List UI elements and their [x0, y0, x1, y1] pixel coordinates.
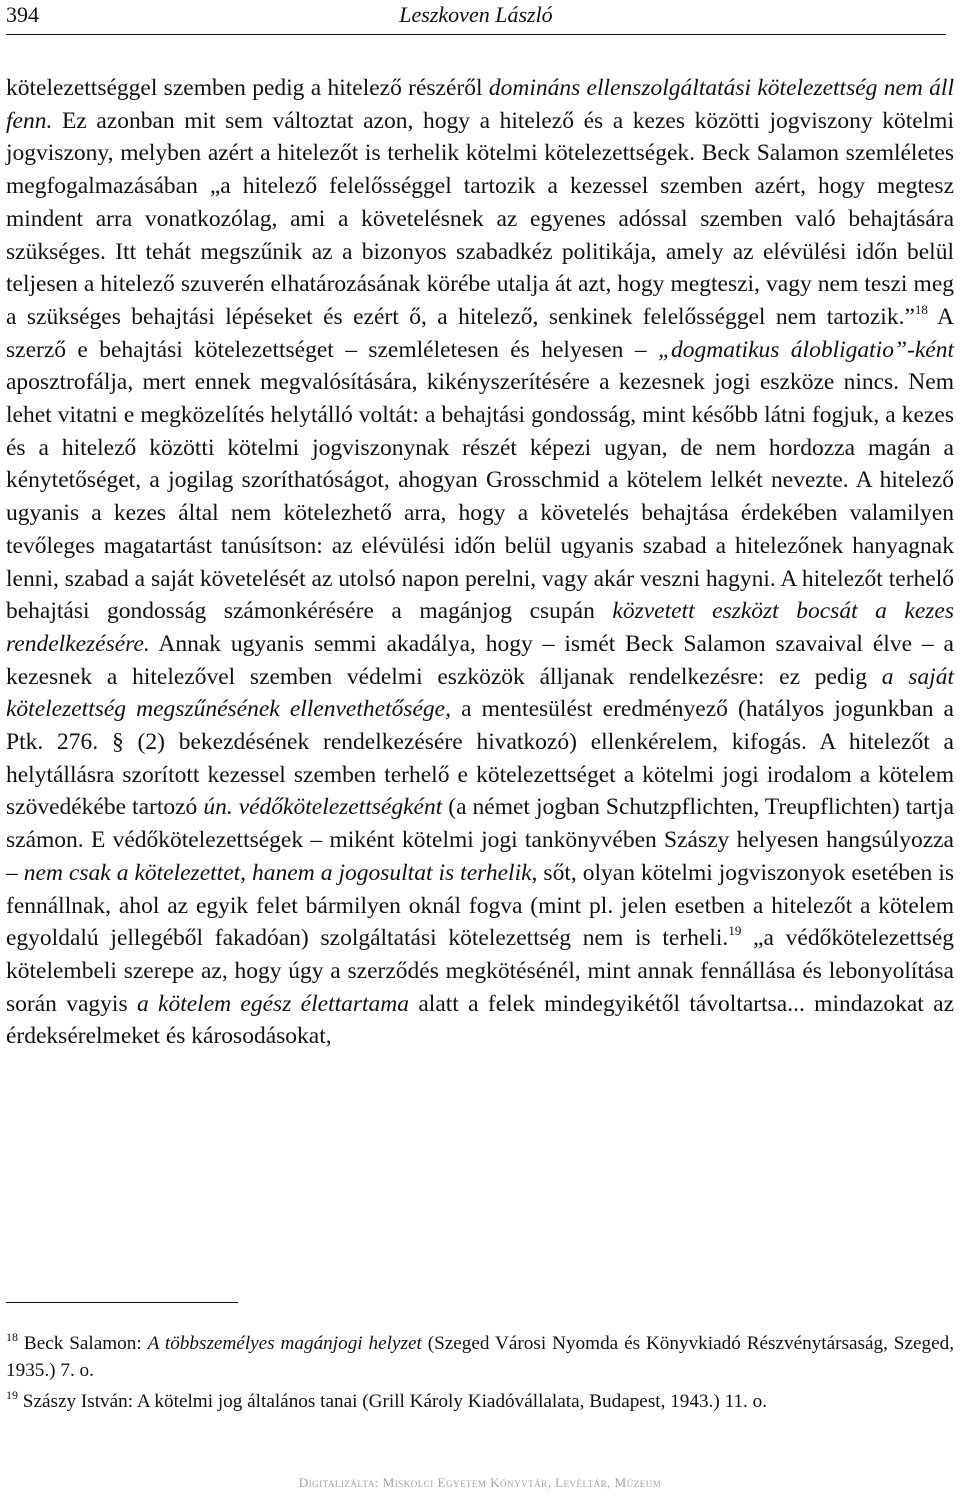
- text-run: „a védőkötelezettség kötelembeli szerepe az, hogy úgy a szerződés megkötésénél, mint annak fennállása és lebonyolítása során vagyis: [6, 925, 954, 1017]
- footnote-number: 19: [6, 1388, 18, 1402]
- text-run: aposztrofálja, mert ennek megvalósítására, kikényszerítésére a kezesnek jogi eszköze nincs. Nem lehet vitatni e megközelítés helytálló voltát: a behajtási gondosság, mint később látni fogjuk, a kezes és a hitelező közötti kötelmi jogviszonynak részét képezi ugyan, de nem hordozza magán a kénytetőséget, a jogilag szoríthatóságot, ahogyan Grosschmid a kötelem lelkét nevezte. A hitelező ugyanis a kezes által nem kötelezhető arra, hogy a követelés behajtása érdekében valamilyen tevőleges magatartást tanúsítson: az elévülési időn belül ugyanis szabad a hitelezőnek hanyagnak lenni, szabad a saját követelését az utolsó napon perelni, vagy akár veszni hagyni. A hitelezőt terhelő behajtási gondosság számonkérésére a magánjog csupán: [6, 369, 954, 625]
- text-run: alatt a felek mindegyikétől távoltartsa... mindazokat az érdeksérelmeket és károsodásokat,: [6, 990, 954, 1050]
- footnote-18: [6, 1330, 954, 1384]
- running-head: Leszkoven László: [399, 2, 553, 27]
- text-run: Ez azonban mit sem változtat azon, hogy a hitelező és a kezes közötti jogviszony kötelmi jogviszony, melyben azért a hitelezőt is terhelik kötelmi kötelezettségek. Beck Salamon szemléletes megfogalmazásában „a hitelező felelősséggel tartozik a kezessel szemben azért, hogy megtesz mindent arra vonatkozólag, ami a követelésnek az egyenes adóssal szemben való behajtására szükséges. Itt tehát megszűnik az a bizonyos szabadkéz politikája, amely az elévülési időn belül teljesen a hitelező szuverén elhatározásának körébe utalja át azt, hogy megteszi, vagy nem teszi meg a szükséges behajtási lépéseket és ezért ő, a hitelező, senkinek felelősséggel nem tartozik.”: [6, 107, 954, 330]
- text-run: a mentesülést eredményező (hatályos jogunkban a Ptk. 276. § (2) bekezdésének rendelkezésére hivatkozó) ellenkérelem, kifogás. A hitelezőt a helytállásra szorított kezessel szemben terhelő e kötelezettséget a kötelmi jogi irodalom a kötelem szövedékébe tartozó: [6, 696, 954, 821]
- italic-run: domináns ellenszolgáltatási kötelezettség nem áll fenn.: [6, 75, 954, 134]
- page-number: 394: [6, 2, 39, 27]
- paragraph: [6, 72, 954, 1053]
- italic-run: nem csak a kötelezettet, hanem a jogosultat is terhelik,: [23, 859, 538, 886]
- text-run: (a német jogban Schutzpflichten, Treupflichten) tartja számon. E védőkötelezettségek – miként kötelmi jogi tankönyvében Szászy helyesen hangsúlyozza –: [6, 794, 955, 886]
- text-run: A szerző e behajtási kötelezettséget – szemléletesen és helyesen –: [6, 303, 954, 363]
- footnotes: [6, 1330, 954, 1419]
- digitization-credit: Digitalizálta: Miskolci Egyetem Könyvtár, Levéltár, Múzeum: [298, 1475, 662, 1490]
- text-run: kötelezettséggel szemben pedig a hitelező részéről: [6, 75, 489, 101]
- text-run: Beck Salamon:: [18, 1333, 148, 1354]
- italic-run: „dogmatikus álobligatio”-ként: [657, 336, 954, 363]
- italic-run: közvetett eszközt bocsát a kezes rendelkezésére.: [6, 598, 955, 657]
- italic-run: a kötelem egész élettartama: [136, 990, 410, 1017]
- main-text: [6, 72, 954, 1053]
- footnote-divider: [6, 1302, 238, 1303]
- text-run: Annak ugyanis semmi akadálya, hogy – ismét Beck Salamon szavaival élve – a kezesnek a hitelezővel szemben védelmi eszközök álljanak rendelkezésre: ez pedig: [6, 630, 954, 690]
- page-header: [6, 0, 946, 35]
- italic-run: ún. védőkötelezettségként: [203, 794, 443, 821]
- text-run: sőt, olyan kötelmi jogviszonyok esetében is fennállnak, ahol az egyik felet bármilyen oknál fogva (mint pl. jelen esetben a hitelezőt a kötelem egyoldalú jellegéből fakadóan) szolgáltatási kötelezettség nem is terheli.: [6, 859, 954, 952]
- footnote-number: 18: [6, 1330, 18, 1344]
- footnote-ref-19[interactable]: 19: [728, 923, 742, 939]
- footnote-title: A többszemélyes magánjogi helyzet: [147, 1333, 422, 1354]
- footnote-ref-18[interactable]: 18: [914, 301, 928, 317]
- footnote-19: [6, 1388, 954, 1415]
- text-run: Szászy István: A kötelmi jog általános tanai (Grill Károly Kiadóvállalata, Budapest, 1943.) 11. o.: [18, 1391, 768, 1412]
- text-run: (Szeged Városi Nyomda és Könyvkiadó Részvénytársaság, Szeged, 1935.) 7. o.: [6, 1333, 955, 1381]
- italic-run: a saját kötelezettség megszűnésének ellenvethetősége,: [6, 663, 954, 723]
